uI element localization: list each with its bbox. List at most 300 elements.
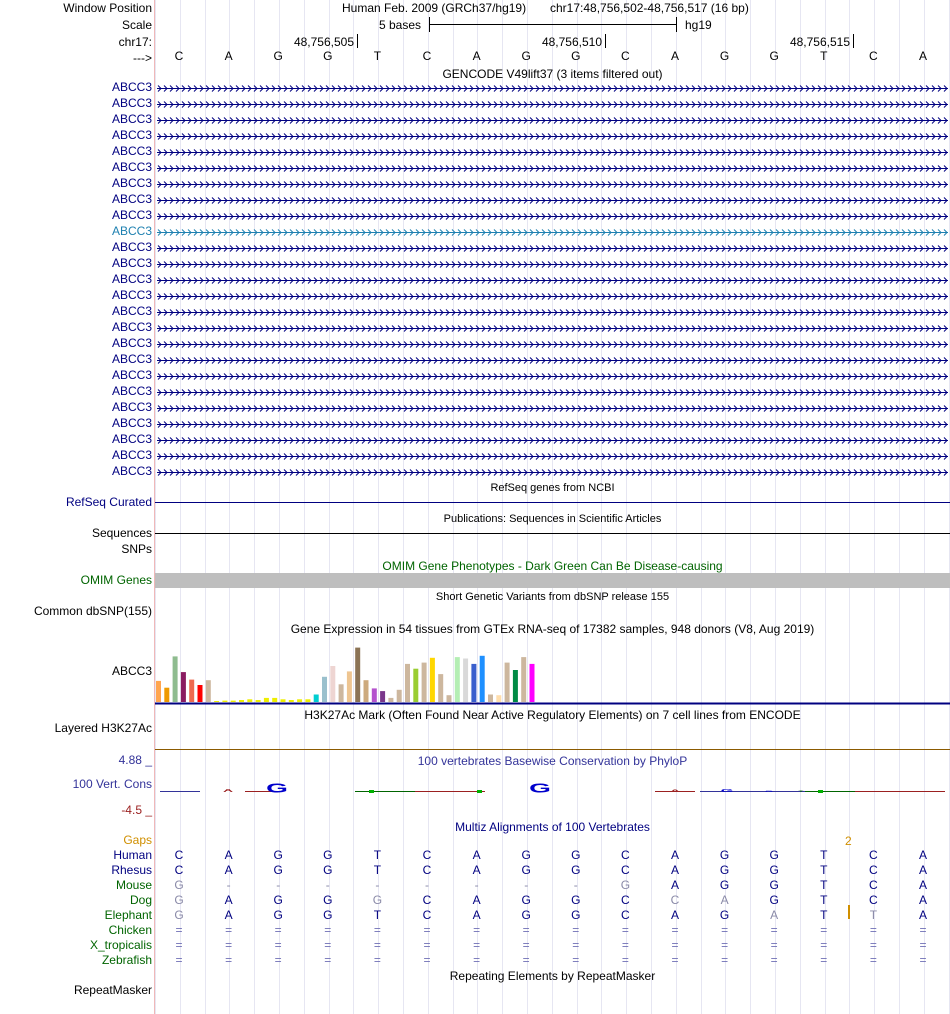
gtex-tissue-bar <box>521 657 526 702</box>
gencode-gene-label[interactable]: ABCC3 <box>111 352 152 366</box>
phylop-logo[interactable] <box>155 774 950 804</box>
h3k27ac-track-label[interactable]: Layered H3K27Ac <box>54 721 152 735</box>
reference-base: G <box>323 49 333 63</box>
gap-marker <box>848 905 850 919</box>
alignment-base: A <box>472 863 481 877</box>
alignment-base: = <box>324 923 332 937</box>
alignment-base: G <box>174 908 184 922</box>
position-text: chr17:48,756,502-48,756,517 (16 bp) <box>550 1 749 15</box>
alignment-base: A <box>224 908 233 922</box>
alignment-base: T <box>820 878 828 892</box>
alignment-base: C <box>621 848 630 862</box>
phylop-max-label: 4.88 _ <box>118 753 152 767</box>
phylop-logo-glyph: T <box>798 790 804 793</box>
phylop-logo-glyph: G <box>765 789 773 793</box>
scale-bar <box>429 24 677 25</box>
alignment-base: = <box>820 953 828 967</box>
alignment-base: A <box>224 893 233 907</box>
alignment-base: A <box>472 893 481 907</box>
alignment-base: C <box>869 878 878 892</box>
multiz-species-label[interactable]: X_tropicalis <box>89 938 152 952</box>
gencode-transcript <box>157 246 948 252</box>
gtex-tissue-bar <box>314 695 319 703</box>
gtex-tissue-bar <box>355 648 360 702</box>
gencode-transcript <box>157 118 948 124</box>
gencode-transcript <box>157 182 948 188</box>
alignment-base: T <box>820 863 828 877</box>
alignment-base: = <box>175 938 183 952</box>
alignment-base: = <box>274 938 282 952</box>
refseq-track-title: RefSeq genes from NCBI <box>490 482 615 494</box>
gtex-tissue-bar <box>372 688 377 702</box>
gtex-tissue-bar <box>413 669 418 702</box>
alignment-base: = <box>274 923 282 937</box>
alignment-base: G <box>769 893 779 907</box>
gencode-transcript <box>157 374 948 380</box>
reference-base: C <box>174 49 184 63</box>
alignment-base: G <box>769 863 779 877</box>
alignment-base: A <box>918 848 927 862</box>
alignment-base: G <box>521 908 531 922</box>
alignment-base: G <box>571 863 581 877</box>
gtex-tissue-bar <box>397 690 402 702</box>
alignment-base: - <box>375 878 380 892</box>
alignment-base: = <box>423 938 431 952</box>
gtex-tissue-bar <box>239 700 244 702</box>
gencode-gene-label[interactable]: ABCC3 <box>111 144 152 158</box>
phylop-logo-glyph: A <box>669 789 681 794</box>
ruler-tick <box>853 34 854 48</box>
alignment-base: = <box>175 953 183 967</box>
gencode-transcript <box>157 278 948 284</box>
alignment-base: T <box>869 908 878 922</box>
alignment-base: C <box>621 863 630 877</box>
alignment-base: = <box>671 938 679 952</box>
phylop-logo-glyph: G <box>529 780 551 796</box>
alignment-base: = <box>522 938 530 952</box>
gencode-transcript <box>157 198 948 204</box>
alignment-base: = <box>671 953 679 967</box>
alignment-base: G <box>372 893 383 907</box>
alignment-base: G <box>323 863 333 877</box>
multiz-species-label[interactable]: Dog <box>129 893 152 907</box>
gtex-tissue-bar <box>156 681 161 702</box>
alignment-base: A <box>224 848 233 862</box>
gtex-tissue-bar <box>480 656 485 702</box>
alignment-base: A <box>918 863 927 877</box>
gencode-gene-label[interactable]: ABCC3 <box>111 416 152 430</box>
alignment-base: = <box>919 953 927 967</box>
gtex-tissue-bar <box>214 701 219 702</box>
reference-base: C <box>621 49 630 63</box>
alignment-base: A <box>918 878 927 892</box>
gencode-transcript <box>157 342 948 348</box>
multiz-species-label[interactable]: Mouse <box>115 878 152 892</box>
reference-base: G <box>719 49 730 63</box>
gtex-tissue-bar <box>281 699 286 702</box>
reference-base: A <box>224 49 233 63</box>
gtex-tissue-bar <box>422 663 427 702</box>
alignment-base: A <box>670 908 679 922</box>
alignment-base: T <box>820 848 828 862</box>
alignment-base: = <box>770 953 778 967</box>
alignment-base: = <box>721 938 729 952</box>
repeatmasker-track-title: Repeating Elements by RepeatMasker <box>449 969 656 983</box>
alignment-base: G <box>769 848 779 862</box>
gtex-tissue-bar <box>247 699 252 702</box>
gencode-transcript <box>157 230 948 236</box>
alignment-base: = <box>770 923 778 937</box>
alignment-base: = <box>820 923 828 937</box>
gencode-transcript <box>157 150 948 156</box>
gtex-tissue-bar <box>347 671 352 702</box>
gtex-tissue-bar <box>455 657 460 702</box>
alignment-base: T <box>820 893 828 907</box>
phylop-track-label[interactable]: 100 Vert. Cons <box>72 777 152 791</box>
alignment-base: = <box>572 953 580 967</box>
gencode-gene-label[interactable]: ABCC3 <box>111 208 152 222</box>
alignment-base: A <box>918 908 927 922</box>
gtex-tissue-bar <box>339 684 344 702</box>
omim-gene-block[interactable] <box>155 573 950 588</box>
alignment-base: = <box>572 938 580 952</box>
alignment-base: A <box>472 848 481 862</box>
gencode-gene-label[interactable]: ABCC3 <box>111 432 152 446</box>
alignment-base: T <box>820 908 828 922</box>
gencode-gene-label[interactable]: ABCC3 <box>111 256 152 270</box>
gencode-gene-label[interactable]: ABCC3 <box>111 384 152 398</box>
gtex-tissue-bar <box>222 701 227 702</box>
gtex-tissue-bar <box>380 691 385 702</box>
h3k27ac-track-title: H3K27Ac Mark (Often Found Near Active Regulatory Elements) on 7 cell lines from ENCODE <box>304 708 801 722</box>
alignment-base: A <box>472 908 481 922</box>
alignment-base: G <box>521 863 531 877</box>
alignment-base: C <box>422 863 432 877</box>
multiz-species-label[interactable]: Rhesus <box>111 863 152 877</box>
ruler-tick-label: 48,756,515 <box>789 35 850 49</box>
gencode-transcript <box>157 470 948 476</box>
gtex-tissue-bar <box>264 698 269 702</box>
alignment-base: = <box>621 953 629 967</box>
reference-base: C <box>422 49 432 63</box>
alignment-base: = <box>473 923 481 937</box>
snps-track-label[interactable]: SNPs <box>121 542 152 556</box>
gencode-track-title: GENCODE V49lift37 (3 items filtered out) <box>442 67 663 81</box>
chr-label: chr17: <box>118 35 152 49</box>
gap-count: 2 <box>845 834 852 848</box>
gencode-gene-label[interactable]: ABCC3 <box>111 160 152 174</box>
gencode-gene-label[interactable]: ABCC3 <box>111 400 152 414</box>
h3k27ac-baseline <box>155 749 950 750</box>
alignment-base: = <box>919 938 927 952</box>
gtex-tissue-bar <box>272 698 277 702</box>
phylop-track-title: 100 vertebrates Basewise Conservation by PhyloP <box>417 754 688 768</box>
alignment-base: G <box>521 893 531 907</box>
alignment-base: A <box>918 893 927 907</box>
reference-base: G <box>273 49 283 63</box>
publications-track-title: Publications: Sequences in Scientific Articles <box>443 513 662 525</box>
alignment-base: C <box>621 893 630 907</box>
alignment-base: - <box>474 878 479 892</box>
gtex-tissue-bar <box>388 698 393 702</box>
alignment-base: C <box>869 893 878 907</box>
reference-base: A <box>670 49 679 63</box>
gtex-tissue-bar <box>463 659 468 703</box>
gtex-tissue-bar <box>530 664 535 702</box>
alignment-base: G <box>174 878 184 892</box>
alignment-base: = <box>869 938 877 952</box>
strand-label: ---> <box>133 51 152 65</box>
multiz-track-title: Multiz Alignments of 100 Vertebrates <box>455 820 650 834</box>
gencode-gene-label[interactable]: ABCC3 <box>111 304 152 318</box>
gencode-gene-label[interactable]: ABCC3 <box>111 272 152 286</box>
alignment-base: = <box>869 923 877 937</box>
gtex-tissue-bar <box>471 664 476 702</box>
multiz-species-label[interactable]: Zebrafish <box>101 953 152 967</box>
alignment-base: C <box>174 863 184 877</box>
gtex-tissue-bar <box>488 695 493 703</box>
gtex-tissue-bar <box>297 699 302 702</box>
scale-bar-left-tick <box>429 17 430 32</box>
alignment-base: = <box>324 953 332 967</box>
sequences-track-label[interactable]: Sequences <box>91 526 152 540</box>
gtex-tissue-bar <box>189 680 194 702</box>
alignment-base: - <box>276 878 281 892</box>
gencode-gene-label[interactable]: ABCC3 <box>111 96 152 110</box>
alignment-base: = <box>721 923 729 937</box>
gtex-tissue-bar <box>206 680 211 702</box>
gencode-transcript <box>157 422 948 428</box>
gencode-transcript <box>157 390 948 396</box>
alignment-base: G <box>719 908 730 922</box>
gencode-transcript <box>157 454 948 460</box>
gtex-tissue-bar <box>447 695 452 702</box>
gencode-transcript <box>157 166 948 172</box>
alignment-base: - <box>573 878 578 892</box>
multiz-species-label[interactable]: Chicken <box>108 923 152 937</box>
alignment-base: C <box>621 908 630 922</box>
gencode-gene-label[interactable]: ABCC3 <box>111 80 152 94</box>
omim-track-title: OMIM Gene Phenotypes - Dark Green Can Be Disease-causing <box>382 559 723 573</box>
gencode-gene-label[interactable]: ABCC3 <box>111 128 152 142</box>
ruler-tick <box>605 34 606 48</box>
alignment-base: = <box>522 953 530 967</box>
gencode-transcript <box>157 86 948 92</box>
alignment-base: = <box>423 923 431 937</box>
alignment-base: C <box>174 848 184 862</box>
ruler-tick-label: 48,756,510 <box>541 35 602 49</box>
gencode-transcripts[interactable] <box>155 80 950 480</box>
alignment-base: G <box>323 893 333 907</box>
alignment-base: = <box>373 938 381 952</box>
alignment-base: = <box>225 938 233 952</box>
gtex-tissue-bar <box>438 674 443 702</box>
gtex-tissue-bar <box>322 677 327 702</box>
refseq-track-label[interactable]: RefSeq Curated <box>65 495 152 509</box>
alignment-base: = <box>671 923 679 937</box>
alignment-base: A <box>670 878 679 892</box>
reference-base: T <box>373 49 382 63</box>
alignment-base: A <box>770 908 779 922</box>
gencode-transcript <box>157 262 948 268</box>
alignment-base: G <box>273 863 283 877</box>
gencode-gene-label[interactable]: ABCC3 <box>111 464 152 478</box>
alignment-base: C <box>670 893 680 907</box>
phylop-small-mark <box>369 790 374 793</box>
ruler-tick-label: 48,756,505 <box>293 35 354 49</box>
phylop-logo-glyph: G <box>720 787 734 794</box>
alignment-base: - <box>425 878 429 892</box>
reference-base: G <box>769 49 779 63</box>
gtex-tissue-bar <box>496 695 501 702</box>
dbsnp-track-title: Short Genetic Variants from dbSNP release 155 <box>435 591 670 603</box>
alignment-base: G <box>273 848 283 862</box>
alignment-base: C <box>869 863 878 877</box>
gencode-gene-label[interactable]: ABCC3 <box>111 112 152 126</box>
gencode-gene-label[interactable]: ABCC3 <box>111 368 152 382</box>
gencode-transcript <box>157 102 948 108</box>
alignment-base: G <box>719 848 730 862</box>
alignment-base: T <box>373 848 382 862</box>
gencode-gene-label[interactable]: ABCC3 <box>111 320 152 334</box>
alignment-base: A <box>720 893 729 907</box>
gencode-transcript <box>157 406 948 412</box>
alignment-base: = <box>770 938 778 952</box>
reference-base: C <box>869 49 878 63</box>
alignment-base: = <box>324 938 332 952</box>
publications-line[interactable] <box>155 533 950 534</box>
alignment-base: = <box>473 953 481 967</box>
scale-label: Scale <box>121 18 152 32</box>
alignment-base: = <box>225 923 233 937</box>
alignment-base: G <box>769 878 779 892</box>
alignment-base: G <box>521 848 531 862</box>
gencode-gene-label[interactable]: ABCC3 <box>111 240 152 254</box>
alignment-base: = <box>869 953 877 967</box>
gtex-bar-graph[interactable] <box>155 634 950 706</box>
reference-base: A <box>918 49 927 63</box>
gtex-tissue-bar <box>330 666 335 702</box>
scale-text: 5 bases <box>379 18 422 32</box>
alignment-base: = <box>274 953 282 967</box>
alignment-base: C <box>422 893 432 907</box>
alignment-base: C <box>422 848 432 862</box>
gtex-tissue-bar <box>231 701 236 702</box>
phylop-min-label: -4.5 _ <box>121 803 152 817</box>
alignment-base: G <box>273 908 283 922</box>
reference-base: A <box>472 49 481 63</box>
alignment-base: G <box>174 893 184 907</box>
gencode-gene-label[interactable]: ABCC3 <box>111 224 152 238</box>
alignment-base: = <box>919 923 927 937</box>
phylop-small-mark <box>477 790 482 793</box>
reference-base: G <box>571 49 581 63</box>
alignment-base: = <box>621 923 629 937</box>
gtex-tissue-bar <box>430 658 435 702</box>
gtex-tissue-bar <box>505 663 510 702</box>
dbsnp-track-label[interactable]: Common dbSNP(155) <box>33 604 152 618</box>
alignment-base: C <box>869 848 878 862</box>
gencode-transcript <box>157 358 948 364</box>
gtex-track-title: Gene Expression in 54 tissues from GTEx RNA-seq of 17382 samples, 948 donors (V8, Aug 2019) <box>290 622 815 636</box>
alignment-base: G <box>323 908 333 922</box>
scale-bar-right-tick <box>676 17 677 32</box>
alignment-base: G <box>571 908 581 922</box>
gencode-transcript <box>157 326 948 332</box>
alignment-base: A <box>670 863 679 877</box>
gencode-transcript <box>157 134 948 140</box>
phylop-logo-glyph: G <box>266 780 288 796</box>
alignment-base: = <box>373 953 381 967</box>
alignment-base: = <box>175 923 183 937</box>
browser-image-area[interactable] <box>155 0 950 1014</box>
alignment-base: = <box>373 923 381 937</box>
alignment-base: G <box>571 848 581 862</box>
gaps-label: Gaps <box>123 833 152 847</box>
alignment-base: = <box>473 938 481 952</box>
gencode-transcript <box>157 294 948 300</box>
window-position-label: Window Position <box>63 1 152 15</box>
gtex-tissue-bar <box>405 664 410 702</box>
gtex-tissue-bar <box>305 699 310 702</box>
alignment-base: = <box>621 938 629 952</box>
gtex-tissue-bar <box>513 670 518 702</box>
alignment-base: = <box>423 953 431 967</box>
multiz-species-label[interactable]: Human <box>113 848 152 862</box>
reference-base: G <box>521 49 531 63</box>
gtex-tissue-bar <box>289 700 294 702</box>
alignment-base: - <box>325 878 330 892</box>
scale-db: hg19 <box>685 18 712 32</box>
alignment-base: A <box>670 848 679 862</box>
gencode-gene-label[interactable]: ABCC3 <box>111 176 152 190</box>
alignment-base: G <box>719 878 730 892</box>
gtex-tissue-bar <box>256 700 261 702</box>
alignment-base: G <box>571 893 581 907</box>
gtex-track-label[interactable]: ABCC3 <box>111 664 152 678</box>
gencode-transcript <box>157 214 948 220</box>
alignment-base: - <box>524 878 529 892</box>
phylop-small-mark <box>818 790 823 793</box>
phylop-logo-glyph: A <box>222 788 234 794</box>
alignment-base: = <box>522 923 530 937</box>
alignment-base: G <box>323 848 333 862</box>
alignment-base: = <box>820 938 828 952</box>
alignment-base: - <box>226 878 231 892</box>
refseq-gene-line[interactable] <box>155 502 950 503</box>
ruler-tick <box>357 34 358 48</box>
gencode-transcript <box>157 438 948 444</box>
gencode-gene-label[interactable]: ABCC3 <box>111 336 152 350</box>
gtex-tissue-bar <box>364 680 369 702</box>
gtex-tissue-bar <box>164 688 169 702</box>
multiz-species-label[interactable]: Elephant <box>104 908 152 922</box>
gencode-gene-label[interactable]: ABCC3 <box>111 448 152 462</box>
alignment-base: G <box>719 863 730 877</box>
gencode-gene-label[interactable]: ABCC3 <box>111 288 152 302</box>
gencode-gene-label[interactable]: ABCC3 <box>111 192 152 206</box>
alignment-base: G <box>620 878 631 892</box>
alignment-base: T <box>373 863 382 877</box>
omim-track-label[interactable]: OMIM Genes <box>80 573 152 587</box>
gtex-tissue-bar <box>198 685 203 702</box>
track-label-column <box>0 0 154 1014</box>
assembly-text: Human Feb. 2009 (GRCh37/hg19) <box>342 1 527 15</box>
alignment-base: = <box>721 953 729 967</box>
repeatmasker-track-label[interactable]: RepeatMasker <box>73 983 152 997</box>
alignment-base: T <box>373 908 382 922</box>
alignment-base: = <box>225 953 233 967</box>
